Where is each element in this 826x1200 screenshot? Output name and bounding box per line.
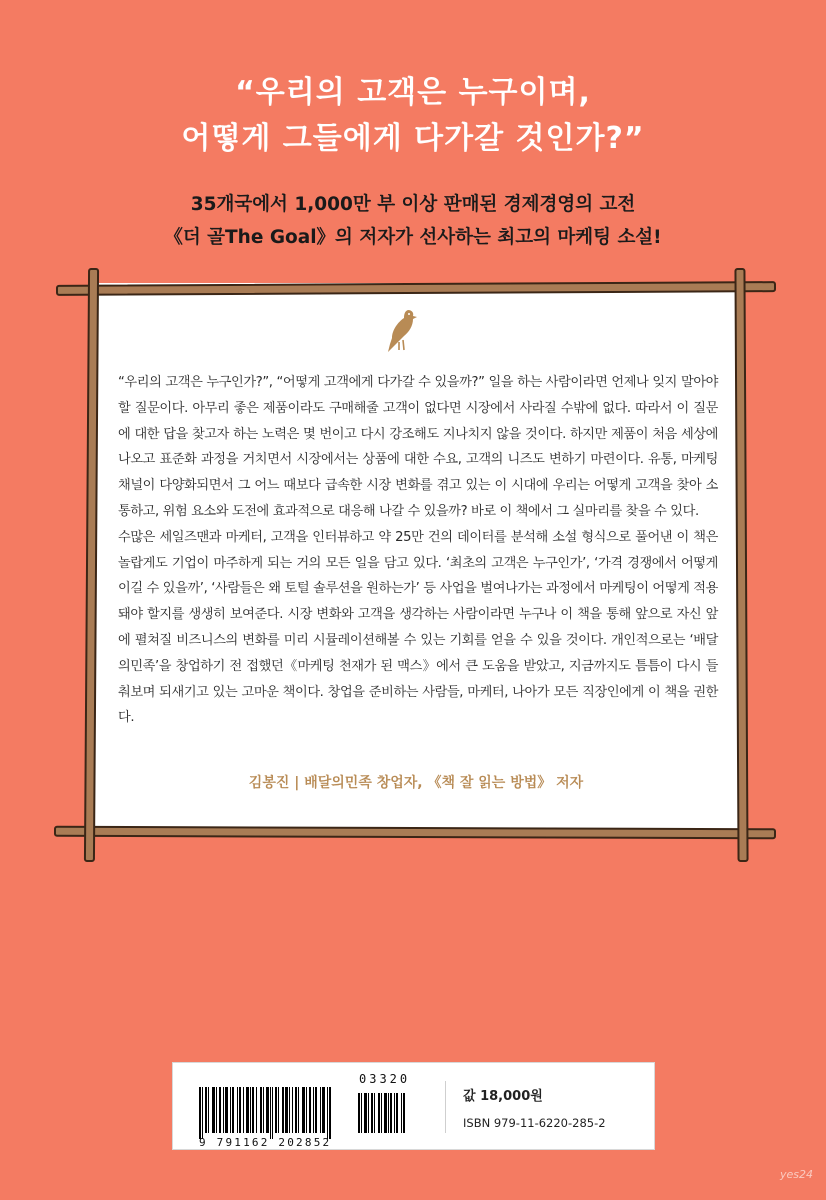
review-text [118,370,718,731]
headline-line-2: 어떻게 그들에게 다가갈 것인가?” [181,121,645,156]
addon-barcode [358,1093,428,1133]
headline-line-1: “우리의 고객은 누구이며, [235,75,591,110]
isbn-digits: 9 791162 202852 [199,1136,332,1149]
subheadline [0,188,826,254]
addon-number: 03320 [359,1072,411,1086]
attribution: 김봉진 | 배달의민족 창업자, 《책 잘 읽는 방법》 저자 [248,775,584,791]
frame-bottom-stick [54,826,776,840]
barcode-divider [445,1081,446,1133]
isbn: ISBN 979-11-6220-285-2 [463,1116,606,1130]
subheadline-line-2: 《더 골The Goal》의 저자가 선사하는 최고의 마케팅 소설! [164,227,662,248]
review-paragraph-2: 수많은 세일즈맨과 마케터, 고객을 인터뷰하고 약 25만 건의 데이터를 분석해 소설 형식으로 풀어낸 이 책은 놀랍게도 기업이 마주하게 되는 거의 모든 일을 담고 있다. ‘최초의 고객은 누구인가’, ‘가격 경쟁에서 어떻게 이길 수 있을까’, ‘사람들은 왜 토털 솔루션을 원하는가’ 등 사업을 벌여나가는 과정에서 마케팅이 어떻게 적용돼야 할지를 생생히 보여준다. 시장 변화와 고객을 생각하는 사람이라면 누구나 이 책을 통해 앞으로 자신 앞에 펼쳐질 비즈니스의 변화를 미리 시뮬레이션해볼 수 있는 기회를 얻을 수 있을 것이다. 개인적으로는 ‘배달의민족’을 창업하기 전 접했던《마케팅 천재가 된 맥스》에서 큰 도움을 받았고, 지금까지도 틈틈이 다시 들춰보며 되새기고 있는 고마운 책이다. 창업을 준비하는 사람들, 마케터, 나아가 모든 직장인에게 이 책을 권한다. [118,529,718,726]
subheadline-line-1: 35개국에서 1,000만 부 이상 판매된 경제경영의 고전 [190,194,636,215]
price: 값 18,000원 [463,1089,543,1104]
barcode-box [172,1062,655,1150]
watermark: yes24 [780,1168,814,1181]
headline [0,70,826,162]
bird-icon [382,308,418,354]
review-paragraph-1: “우리의 고객은 누구인가?”, “어떻게 고객에게 다가갈 수 있을까?” 일을 하는 사람이라면 언제나 잊지 말아야 할 질문이다. 아무리 좋은 제품이라도 구매해줄 고객이 없다면 시장에서 사라질 수밖에 없다. 따라서 이 질문에 대한 답을 찾고자 하는 노력은 몇 번이고 다시 강조해도 지나치지 않을 것이다. 하지만 제품이 처음 세상에 나오고 표준화 과정을 거치면서 시장에서는 상품에 대한 수요, 고객의 니즈도 변하기 마련이다. 유통, 마케팅 채널이 다양화되면서 그 어느 때보다 급속한 시장 변화를 겪고 있는 이 시대에 우리는 어떻게 고객을 찾아 소통하고, 위험 요소와 도전에 효과적으로 대응해 나갈 수 있을까? 바로 이 책에서 그 실마리를 찾을 수 있다. [118,375,718,519]
